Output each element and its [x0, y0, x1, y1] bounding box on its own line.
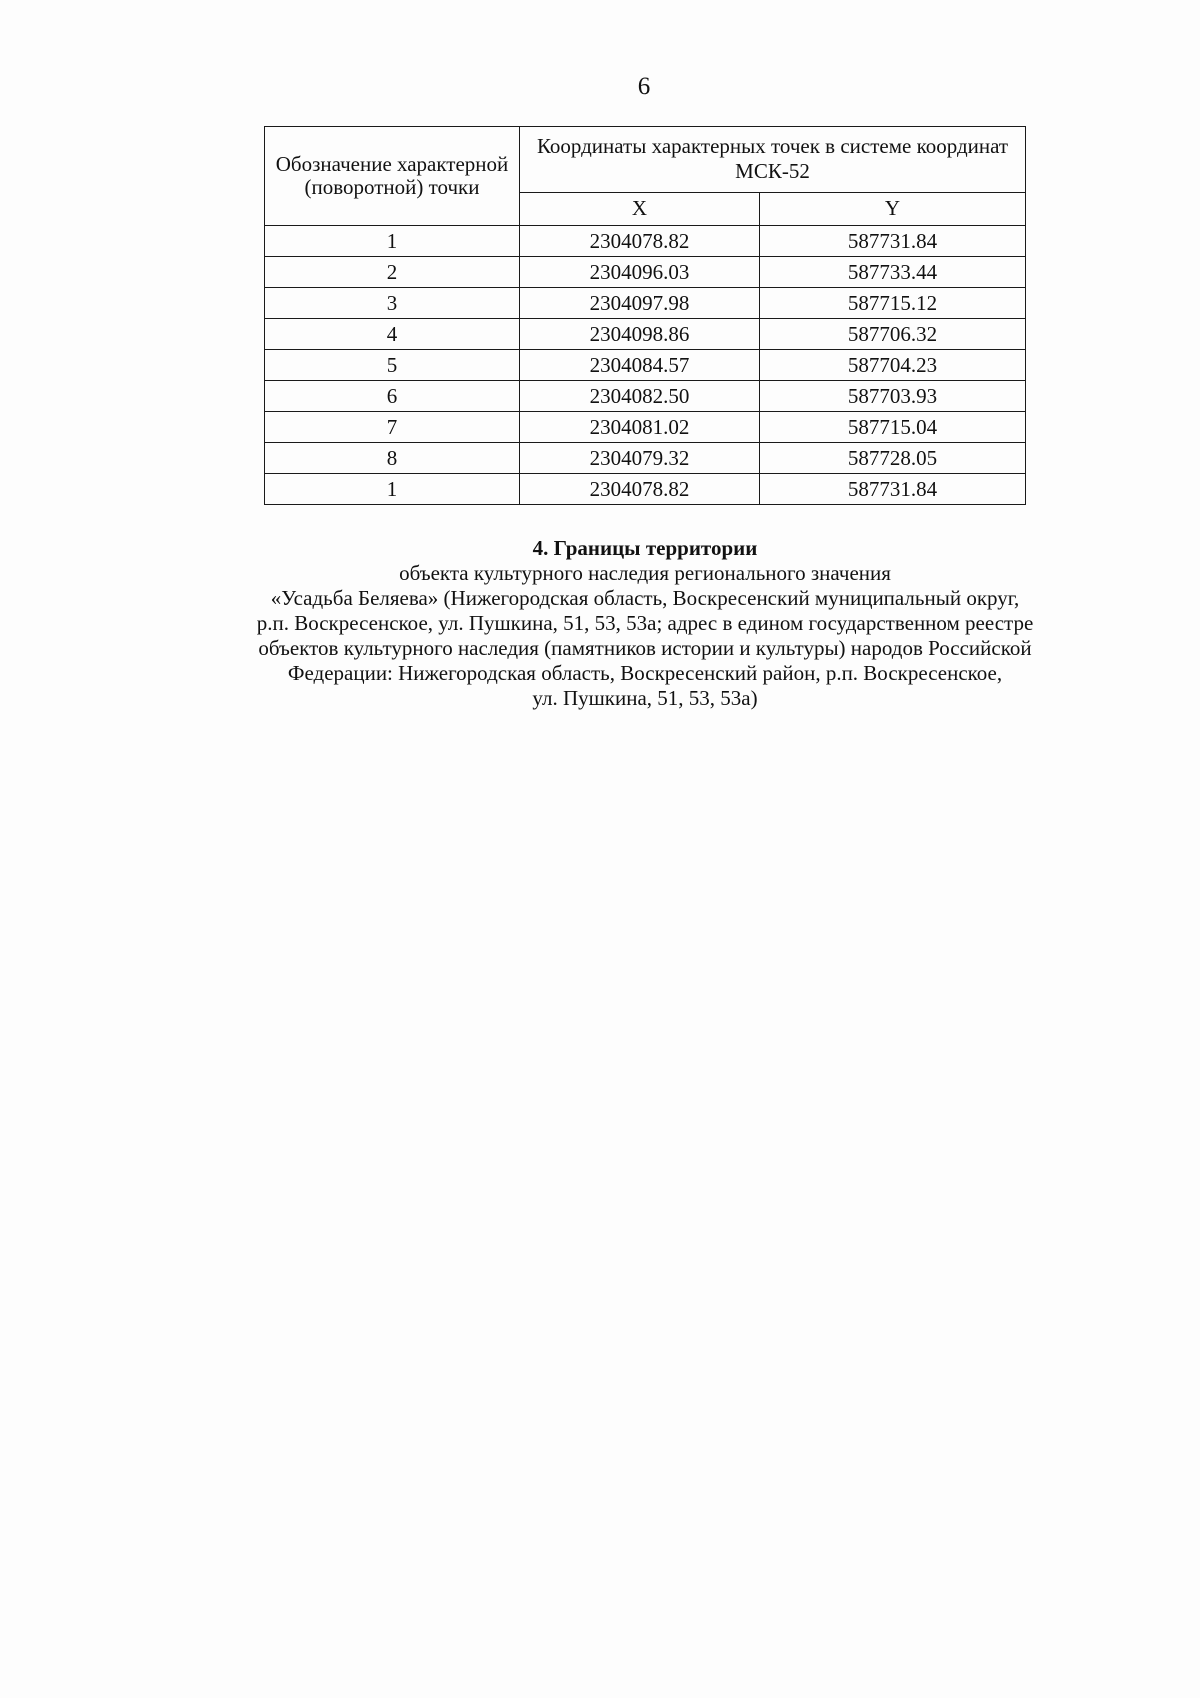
y-cell: 587733.44: [760, 257, 1026, 288]
table-row: [265, 288, 1026, 319]
y-cell: 587728.05: [760, 443, 1026, 474]
y-cell: 587704.23: [760, 350, 1026, 381]
y-cell: 587706.32: [760, 319, 1026, 350]
table-row: [265, 319, 1026, 350]
table-row: [265, 474, 1026, 505]
point-cell: 8: [265, 443, 520, 474]
table-row: [265, 350, 1026, 381]
point-cell: 6: [265, 381, 520, 412]
point-cell: 1: [265, 226, 520, 257]
section-text-line: «Усадьба Беляева» (Нижегородская область, Воскресенский муниципальный округ,: [270, 586, 1020, 610]
table-row: [265, 412, 1026, 443]
point-cell: 4: [265, 319, 520, 350]
x-cell: 2304097.98: [520, 288, 760, 319]
point-cell: 5: [265, 350, 520, 381]
x-cell: 2304084.57: [520, 350, 760, 381]
territory-boundaries-section: [150, 536, 1140, 711]
y-cell: 587731.84: [760, 226, 1026, 257]
y-cell: 587731.84: [760, 474, 1026, 505]
x-cell: 2304098.86: [520, 319, 760, 350]
point-cell: 7: [265, 412, 520, 443]
x-cell: 2304081.02: [520, 412, 760, 443]
x-cell: 2304082.50: [520, 381, 760, 412]
y-cell: 587715.04: [760, 412, 1026, 443]
section-text-line: объектов культурного наследия (памятников истории и культуры) народов Российской: [258, 636, 1032, 660]
x-cell: 2304096.03: [520, 257, 760, 288]
point-cell: 1: [265, 474, 520, 505]
point-cell: 3: [265, 288, 520, 319]
table-header-row: [265, 127, 1026, 193]
table-row: [265, 443, 1026, 474]
header-point-designation: Обозначение характерной (поворотной) точки: [265, 127, 520, 226]
section-title: 4. Границы территории: [532, 536, 758, 560]
x-cell: 2304078.82: [520, 474, 760, 505]
point-cell: 2: [265, 257, 520, 288]
table-row: [265, 257, 1026, 288]
x-cell: 2304079.32: [520, 443, 760, 474]
table-row: [265, 226, 1026, 257]
section-text-line: Федерации: Нижегородская область, Воскресенский район, р.п. Воскресенское,: [287, 661, 1003, 685]
header-x: X: [520, 192, 760, 225]
header-y: Y: [760, 192, 1026, 225]
x-cell: 2304078.82: [520, 226, 760, 257]
section-text-line: объекта культурного наследия регионального значения: [399, 561, 891, 585]
y-cell: 587703.93: [760, 381, 1026, 412]
header-coordinates-system: Координаты характерных точек в системе координат МСК-52: [520, 127, 1026, 193]
page-number: 6: [637, 73, 651, 100]
section-text-line: ул. Пушкина, 51, 53, 53а): [532, 686, 758, 710]
coordinates-table: [264, 126, 1026, 505]
section-text-line: р.п. Воскресенское, ул. Пушкина, 51, 53, 53а; адрес в едином государственном реестре: [256, 611, 1034, 635]
table-row: [265, 381, 1026, 412]
y-cell: 587715.12: [760, 288, 1026, 319]
